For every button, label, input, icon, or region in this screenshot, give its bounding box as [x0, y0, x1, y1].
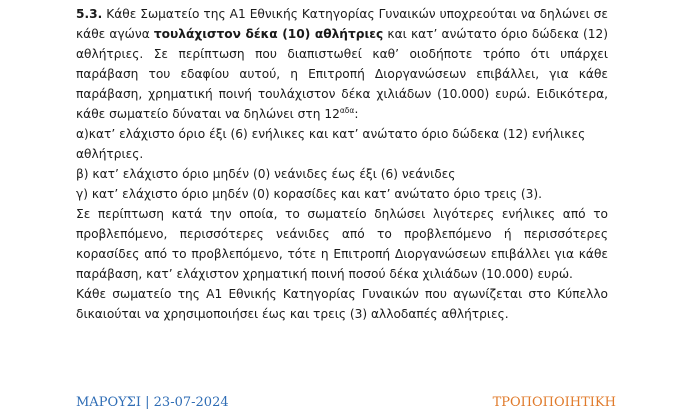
- paragraph-text-2: και κατ’ ανώτατο όριο δώδεκα (12) αθλήτριες. Σε περίπτωση που διαπιστωθεί καθ’ οιοδήποτε τρόπο ότι υπάρχει παράβαση του εδαφίου αυτού, η Επιτροπή Διοργανώσεων επιβάλλει, για κάθε παράβαση, χρηματική ποινή τουλάχιστον δέκα χιλιάδων (10.000) ευρώ. Ειδικότερα, κάθε σωματείο δύναται να δηλώνει στη 12: [76, 27, 608, 121]
- list-item-a: α)κατ’ ελάχιστο όριο έξι (6) ενήλικες και κατ’ ανώτατο όριο δώδεκα (12) ενήλικες αθλήτριες.: [76, 127, 586, 161]
- list-item-c: γ) κατ’ ελάχιστο όριο μηδέν (0) κορασίδες και κατ’ ανώτατο όριο τρεις (3).: [76, 187, 543, 201]
- paragraph-foreign-players: Κάθε σωματείο της Α1 Εθνικής Κατηγορίας Γυναικών που αγωνίζεται στο Κύπελλο δικαιούται να χρησιμοποιήσει έως και τρεις (3) αλλοδαπές αθλήτριες.: [76, 287, 608, 321]
- list-item-b: β) κατ’ ελάχιστο όριο μηδέν (0) νεάνιδες έως έξι (6) νεάνιδες: [76, 167, 456, 181]
- footer-location-date: ΜΑΡΟΥΣΙ | 23-07-2024: [76, 395, 229, 410]
- paragraph-penalty: Σε περίπτωση κατά την οποία, το σωματείο δηλώσει λιγότερες ενήλικες από το προβλεπόμενο, περισσότερες νεάνιδες από το προβλεπόμενο ή περισσότερες κορασίδες από το προβλεπόμενο, τότε η Επιτροπή Διοργανώσεων επιβάλλει για κάθε παράβαση, κατ’ ελάχιστον χρηματική ποινή ποσού δέκα χιλιάδων (10.000) ευρώ.: [76, 207, 608, 281]
- section-number: 5.3.: [76, 7, 103, 21]
- paragraph-bold-text: τουλάχιστον δέκα (10) αθλήτριες: [153, 27, 384, 41]
- superscript-ada: αδα: [339, 106, 355, 115]
- document-body: [76, 4, 608, 324]
- footer-document-type: ΤΡΟΠΟΠΟΙΗΤΙΚΗ: [492, 395, 616, 410]
- paragraph-text-3: :: [354, 107, 359, 121]
- paragraph-5-3: [76, 4, 608, 124]
- paragraph-text-1: Κάθε Σωματείο της Α1 Εθνικής Κατηγορίας Γυναικών υποχρεούται να δηλώνει σε κάθε αγώνα: [76, 7, 608, 41]
